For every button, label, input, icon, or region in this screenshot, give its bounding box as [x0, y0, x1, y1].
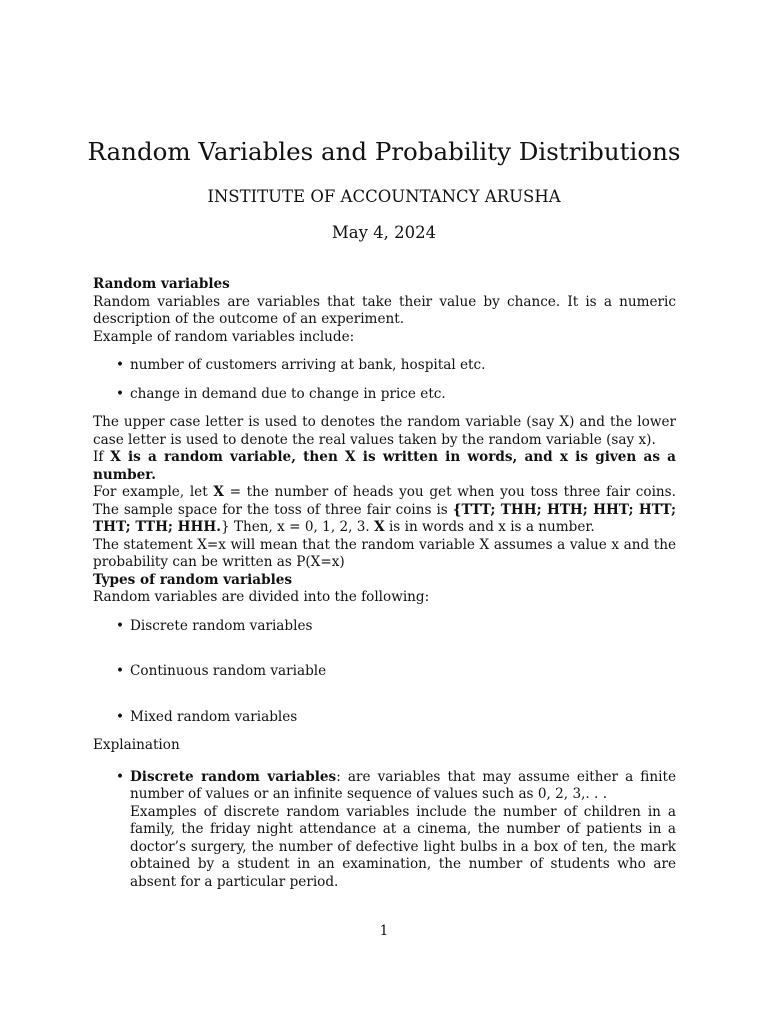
coin-example-paragraph: For example, let X = the number of heads you get when you toss three fair coins. The sample space for the toss of three fair coins is {TTT; THH; HTH; HHT; HTT; THT; TTH; HHH.} Then, x = 0, 1, 2, 3. X is in words and x is a number.	[93, 484, 676, 535]
section-heading-random-variables: Random variables	[93, 276, 230, 292]
explanation-label: Explaination	[93, 737, 180, 753]
bullet-icon: •	[116, 385, 125, 402]
section-heading-types: Types of random variables	[93, 571, 293, 588]
random-variables-intro: Random variables are variables that take their value by chance. It is a numeric description of the outcome of an experiment.	[93, 293, 676, 327]
bullet-icon: •	[116, 768, 125, 785]
list-item: • number of customers arriving at bank, hospital etc.	[116, 357, 486, 373]
page-number: 1	[379, 923, 389, 939]
statement-paragraph: The statement X=x will mean that the random variable X assumes a value x and the probability can be written as P(X=x)	[93, 536, 676, 570]
examples-list	[93, 357, 676, 403]
bullet-icon: •	[116, 357, 125, 373]
document-title: Random Variables and Probability Distributions	[87, 137, 681, 166]
rule-paragraph: If X is a random variable, then X is written in words, and x is given as a number.	[93, 449, 676, 483]
list-item: • Continuous random variable	[116, 663, 327, 679]
types-list	[93, 618, 676, 727]
document-body	[93, 276, 676, 891]
list-item	[93, 769, 676, 892]
discrete-examples: Examples of discrete random variables include the number of children in a family, the friday night attendance at a cinema, the number of patients in a doctor’s surgery, the number of defective light bulbs in a box of ten, the mark obtained by a student in an examination, the number of students who are absent for a particular period.	[130, 803, 676, 890]
examples-lead: Example of random variables include:	[93, 328, 355, 345]
institute-name: INSTITUTE OF ACCOUNTANCY ARUSHA	[207, 187, 561, 206]
list-item: • Mixed random variables	[116, 708, 298, 725]
bullet-icon: •	[116, 617, 125, 634]
list-item: • Discrete random variables	[116, 617, 313, 634]
discrete-definition: Discrete random variables: are variables that may assume either a finite number of values or an infinite sequence of values such as 0, 2, 3,. . .	[130, 768, 676, 802]
bullet-icon: •	[116, 708, 125, 725]
explanation-list	[93, 769, 676, 892]
types-intro: Random variables are divided into the following:	[93, 589, 430, 605]
notation-paragraph: The upper case letter is used to denotes the random variable (say X) and the lower case letter is used to denote the real values taken by the random variable (say x).	[93, 414, 676, 448]
document-date: May 4, 2024	[331, 223, 437, 242]
list-item: • change in demand due to change in price etc.	[116, 385, 446, 402]
bullet-icon: •	[116, 663, 125, 679]
